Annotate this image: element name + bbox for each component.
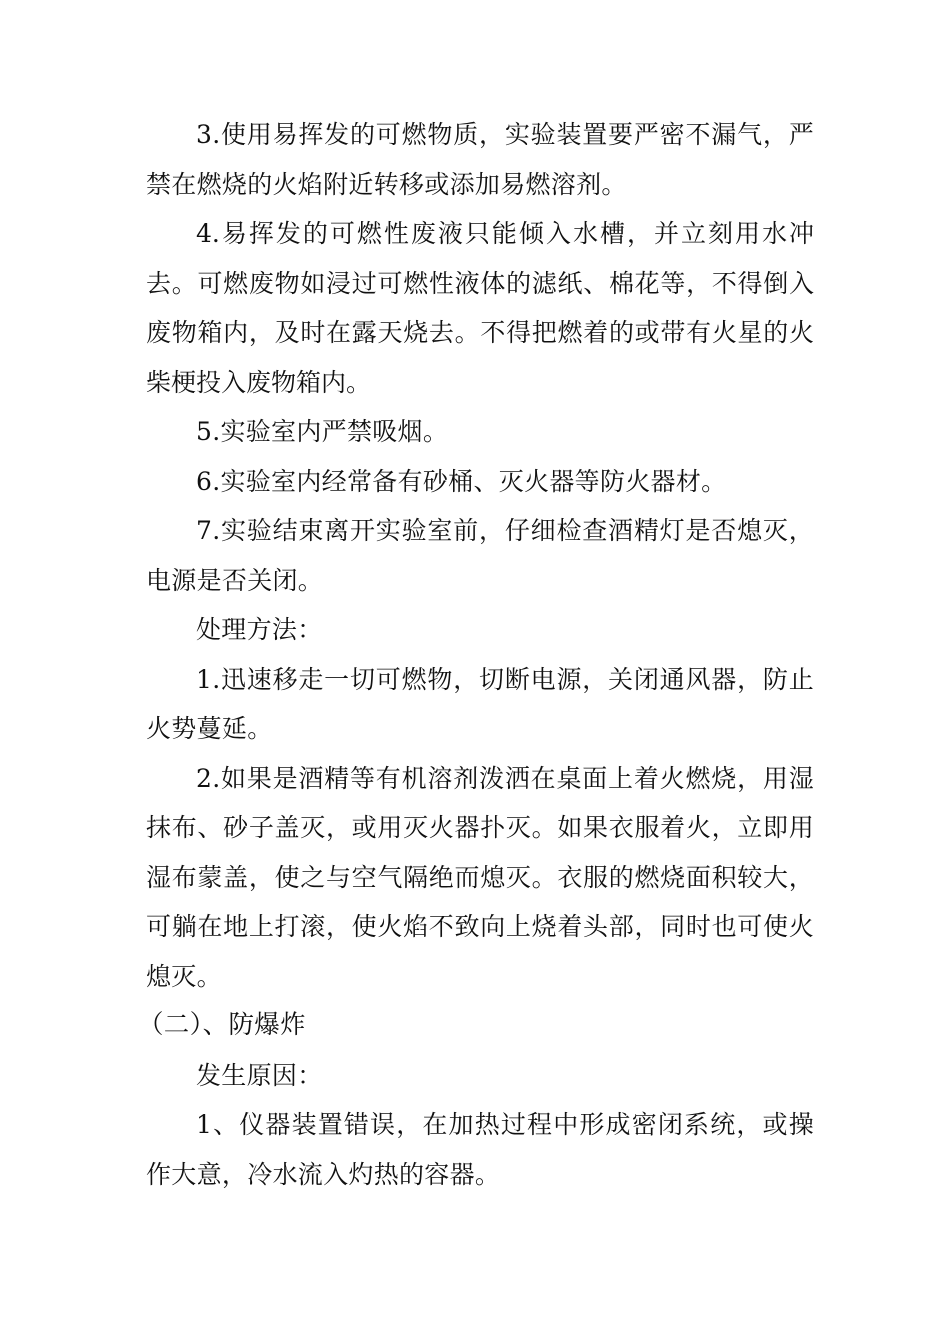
paragraph-item-5: 5.实验室内严禁吸烟。 — [196, 417, 449, 446]
cause-item-1: 1、仪器装置错误，在加热过程中形成密闭系统，或操作大意，冷水流入灼热的容器。 — [146, 1110, 814, 1189]
paragraph-item-7: 7.实验结束离开实验室前，仔细检查酒精灯是否熄灭，电源是否关闭。 — [146, 516, 814, 595]
paragraph-item-3: 3.使用易挥发的可燃物质，实验装置要严密不漏气，严禁在燃烧的火焰附近转移或添加易燃溶剂。 — [146, 120, 814, 199]
subheading-treatment-methods: 处理方法： — [196, 615, 323, 644]
section-heading-explosion-prevention: （二）、防爆炸 — [138, 1010, 306, 1040]
treatment-item-1: 1.迅速移走一切可燃物，切断电源，关闭通风器，防止火势蔓延。 — [146, 664, 814, 743]
subheading-causes: 发生原因： — [196, 1060, 323, 1090]
treatment-item-2: 2.如果是酒精等有机溶剂泼洒在桌面上着火燃烧，用湿抹布、砂子盖灭，或用灭火器扑灭。如果衣服着火，立即用湿布蒙盖，使之与空气隔绝而熄灭。衣服的燃烧面积较大，可躺在地上打滚，使火焰不致向上烧着头部，同时也可使火熄灭。 — [146, 763, 814, 991]
paragraph-item-6: 6.实验室内经常备有砂桶、灭火器等防火器材。 — [196, 466, 727, 496]
document-body — [138, 110, 814, 1199]
paragraph-item-4: 4.易挥发的可燃性废液只能倾入水槽，并立刻用水冲去。可燃废物如浸过可燃性液体的滤纸、棉花等，不得倒入废物箱内，及时在露天烧去。不得把燃着的或带有火星的火柴梗投入废物箱内。 — [146, 219, 814, 397]
